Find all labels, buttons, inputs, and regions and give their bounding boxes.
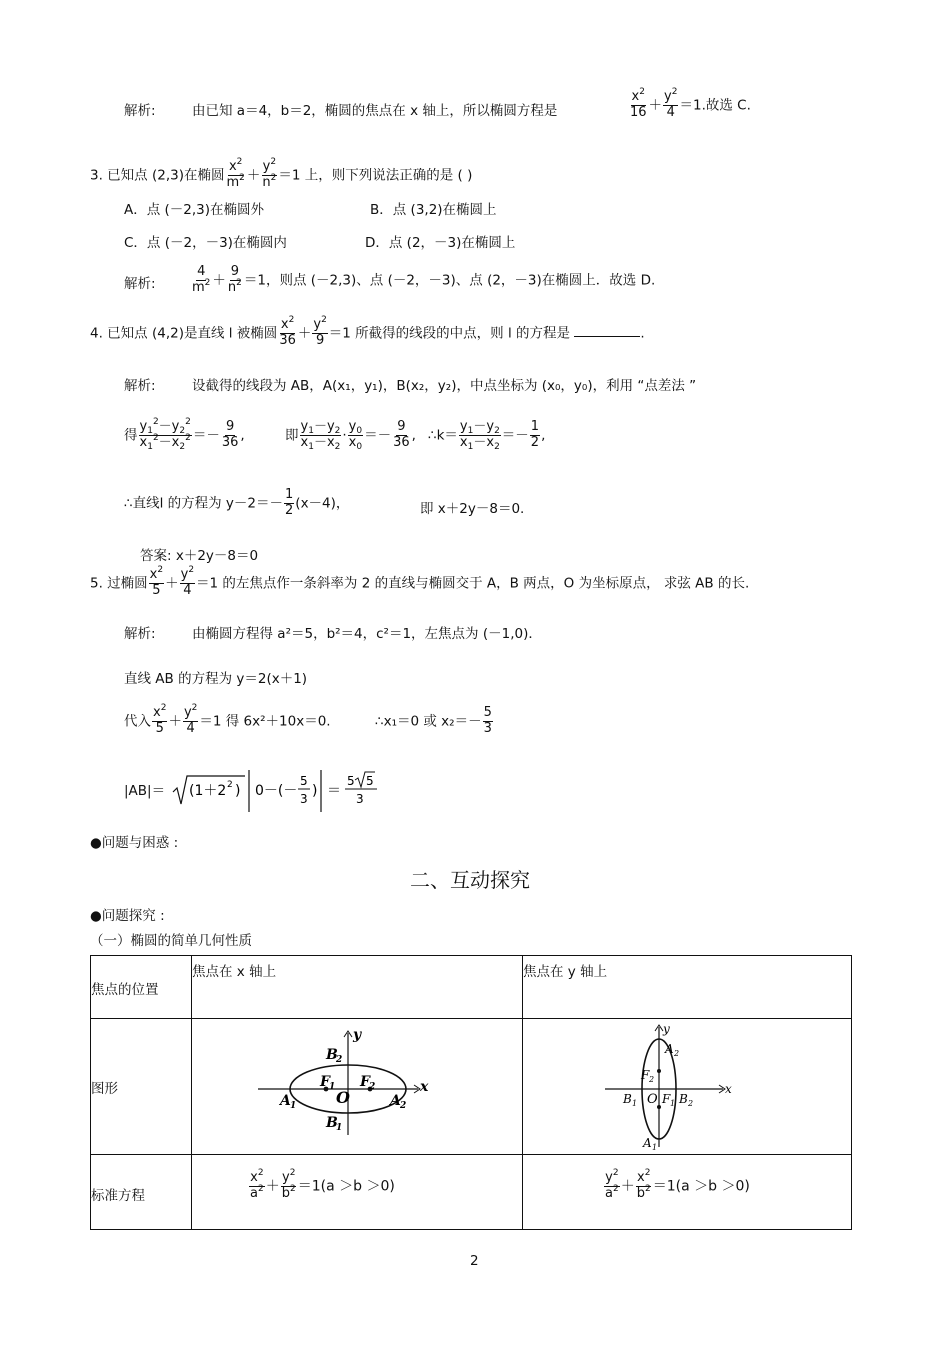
option-a: A．点 (－2,3)在椭圆外 bbox=[124, 202, 265, 218]
svg-text:B: B bbox=[623, 1092, 632, 1106]
svg-text:y: y bbox=[353, 1027, 362, 1043]
solution-text: 由椭圆方程得 a²＝5，b²＝4，c²＝1，左焦点为 (－1,0)． bbox=[192, 626, 542, 642]
svg-text:): ) bbox=[235, 783, 241, 799]
svg-text:5: 5 bbox=[366, 774, 375, 788]
svg-text:x: x bbox=[725, 1082, 732, 1096]
svg-text:2: 2 bbox=[674, 1049, 680, 1058]
svg-text:3: 3 bbox=[356, 792, 365, 806]
svg-text:F: F bbox=[320, 1074, 330, 1090]
svg-text:y: y bbox=[663, 1022, 670, 1036]
svg-text:1: 1 bbox=[670, 1099, 676, 1108]
svg-text:0－(－: 0－(－ bbox=[255, 783, 298, 799]
svg-text:3: 3 bbox=[300, 792, 309, 806]
chord-length: |AB|＝ (1＋2 2 ) 0－(－ 5 3 ) ＝ 5 5 3 bbox=[124, 768, 429, 814]
ellipse-properties-table bbox=[90, 955, 852, 1230]
question-5: 5. 过椭圆 $\frac{x^2}{5}$ ＋ $\frac{y^2}{4}$ ＝1 的左焦点作一条斜率为 2 的直线与椭圆交于 A，B 两点，O 为坐标原点， 求弦 AB 的长. bbox=[90, 565, 750, 598]
column-header-x: 焦点在 x 轴上 bbox=[192, 964, 277, 980]
table-row bbox=[91, 1155, 852, 1230]
svg-text:1: 1 bbox=[290, 1101, 297, 1111]
svg-text:B: B bbox=[326, 1047, 338, 1063]
roots: ∴x₁＝0 或 x₂＝－ $\frac{5}{3}$ bbox=[375, 705, 492, 736]
svg-text:2: 2 bbox=[369, 1082, 376, 1092]
svg-text:＝: ＝ bbox=[327, 783, 342, 799]
svg-text:1: 1 bbox=[652, 1143, 658, 1152]
solution-label: 解析: bbox=[124, 276, 156, 292]
table-cell bbox=[91, 956, 192, 1019]
row-label: 标准方程 bbox=[91, 1188, 145, 1204]
table-cell bbox=[192, 956, 523, 1019]
svg-text:1: 1 bbox=[632, 1099, 638, 1108]
solution-text: $\frac{4}{m^2}$ ＋ $\frac{9}{n^2}$ ＝1，则点 (－2,3)、点 (－2，－3)、点 (2，－3)在椭圆上．故选 D. bbox=[192, 264, 656, 295]
svg-text:F: F bbox=[641, 1068, 650, 1082]
option-b: B．点 (3,2)在椭圆上 bbox=[370, 202, 497, 218]
question-4: 4. 已知点 (4,2)是直线 l 被椭圆 $\frac{x^2}{36}$ ＋ $\frac{y^2}{9}$ ＝1 所截得的线段的中点，则 l 的方程是 . bbox=[90, 315, 645, 348]
table-cell bbox=[91, 1019, 192, 1155]
svg-text:1: 1 bbox=[329, 1082, 336, 1092]
issues-heading: ●问题与困惑 : bbox=[90, 835, 179, 851]
option-c: C．点 (－2，－3)在椭圆内 bbox=[124, 235, 287, 251]
explore-heading: ●问题探究 : bbox=[90, 908, 165, 924]
svg-text:2: 2 bbox=[649, 1075, 655, 1084]
row-label: 图形 bbox=[91, 1081, 118, 1097]
solution-label: 解析: bbox=[124, 103, 156, 119]
standard-equation-x: $\frac{x^2}{a^2}$ ＋ $\frac{y^2}{b^2}$ ＝1(a ＞b ＞0) bbox=[250, 1168, 395, 1201]
svg-text:F: F bbox=[360, 1074, 370, 1090]
table-row bbox=[91, 956, 852, 1019]
svg-text:A: A bbox=[280, 1093, 291, 1109]
option-d: D．点 (2，－3)在椭圆上 bbox=[365, 235, 516, 251]
derivation-1: 得 $\frac{y_1^2-y_2^2}{x_1^2-x_2^2}$ ＝－ $\frac{9}{36}$ , bbox=[124, 417, 245, 452]
ellipse-y-focus-figure bbox=[603, 1023, 743, 1151]
svg-text:2: 2 bbox=[400, 1101, 407, 1111]
svg-text:x: x bbox=[420, 1079, 429, 1095]
table-cell bbox=[192, 1019, 523, 1155]
table-cell bbox=[523, 956, 852, 1019]
svg-text:B: B bbox=[326, 1115, 338, 1131]
answer: 答案: x＋2y－8＝0 bbox=[140, 548, 259, 564]
table-cell bbox=[192, 1155, 523, 1230]
svg-text:(1＋2: (1＋2 bbox=[189, 783, 227, 799]
svg-text:5: 5 bbox=[347, 774, 356, 788]
svg-text:): ) bbox=[312, 783, 318, 799]
ellipse-equation: $\frac{x^2}{16}$ ＋ $\frac{y^2}{4}$ ＝1.故选 C. bbox=[630, 87, 751, 120]
table-cell bbox=[523, 1155, 852, 1230]
subsection-title: （一）椭圆的简单几何性质 bbox=[90, 933, 252, 949]
answer-blank bbox=[574, 325, 640, 337]
derivation-2: 即 $\frac{y_1-y_2}{x_1-x_2}$ · $\frac{y_0}{x_0}$ ＝－ $\frac{9}{36}$ , bbox=[285, 419, 416, 452]
substitution: 代入 $\frac{x^2}{5}$ ＋ $\frac{y^2}{4}$ ＝1 得 6x²＋10x＝0. bbox=[124, 703, 331, 736]
table-cell bbox=[523, 1019, 852, 1155]
line-equation: ∴直线l 的方程为 y－2＝－ $\frac{1}{2}$ (x－4)， bbox=[124, 487, 350, 518]
svg-text:2: 2 bbox=[336, 1055, 343, 1065]
solution-text: 设截得的线段为 AB，A(x₁，y₁)，B(x₂，y₂)，中点坐标为 (x₀，y₀)，利用 “点差法 ” bbox=[192, 378, 697, 394]
solution-label: 解析: bbox=[124, 378, 156, 394]
row-label: 焦点的位置 bbox=[91, 982, 159, 998]
svg-text:5: 5 bbox=[300, 774, 309, 788]
svg-text:B: B bbox=[679, 1092, 688, 1106]
svg-text:A: A bbox=[643, 1136, 652, 1150]
svg-text:2: 2 bbox=[227, 780, 234, 790]
svg-text:F: F bbox=[662, 1092, 671, 1106]
chord-length-formula bbox=[169, 768, 429, 814]
column-header-y: 焦点在 y 轴上 bbox=[523, 964, 608, 980]
solution-text: 由已知 a＝4，b＝2，椭圆的焦点在 x 轴上，所以椭圆方程是 bbox=[192, 103, 558, 119]
solution-label: 解析: bbox=[124, 626, 156, 642]
svg-text:A: A bbox=[390, 1093, 401, 1109]
svg-text:A: A bbox=[665, 1042, 674, 1056]
line-ab: 直线 AB 的方程为 y＝2(x＋1) bbox=[124, 671, 308, 687]
svg-text:O: O bbox=[647, 1092, 658, 1107]
standard-equation-y: $\frac{y^2}{a^2}$ ＋ $\frac{x^2}{b^2}$ ＝1(a ＞b ＞0) bbox=[605, 1168, 750, 1201]
svg-text:1: 1 bbox=[336, 1123, 343, 1133]
derivation-3: ∴k＝ $\frac{y_1-y_2}{x_1-x_2}$ ＝－ $\frac{1}{2}$ , bbox=[428, 419, 546, 452]
ellipse-x-focus-figure bbox=[256, 1027, 429, 1139]
table-cell bbox=[91, 1155, 192, 1230]
question-3: 3. 已知点 (2,3)在椭圆 $\frac{x^2}{m^2}$ ＋ $\frac{y^2}{n^2}$ ＝1 上，则下列说法正确的是 ( ) bbox=[90, 157, 473, 190]
section-title: 二、互动探究 bbox=[410, 868, 530, 892]
table-row bbox=[91, 1019, 852, 1155]
svg-text:O: O bbox=[336, 1088, 350, 1107]
line-equation-result: 即 x＋2y－8＝0. bbox=[420, 501, 525, 517]
svg-text:2: 2 bbox=[688, 1099, 694, 1108]
page-number: 2 bbox=[470, 1253, 479, 1269]
